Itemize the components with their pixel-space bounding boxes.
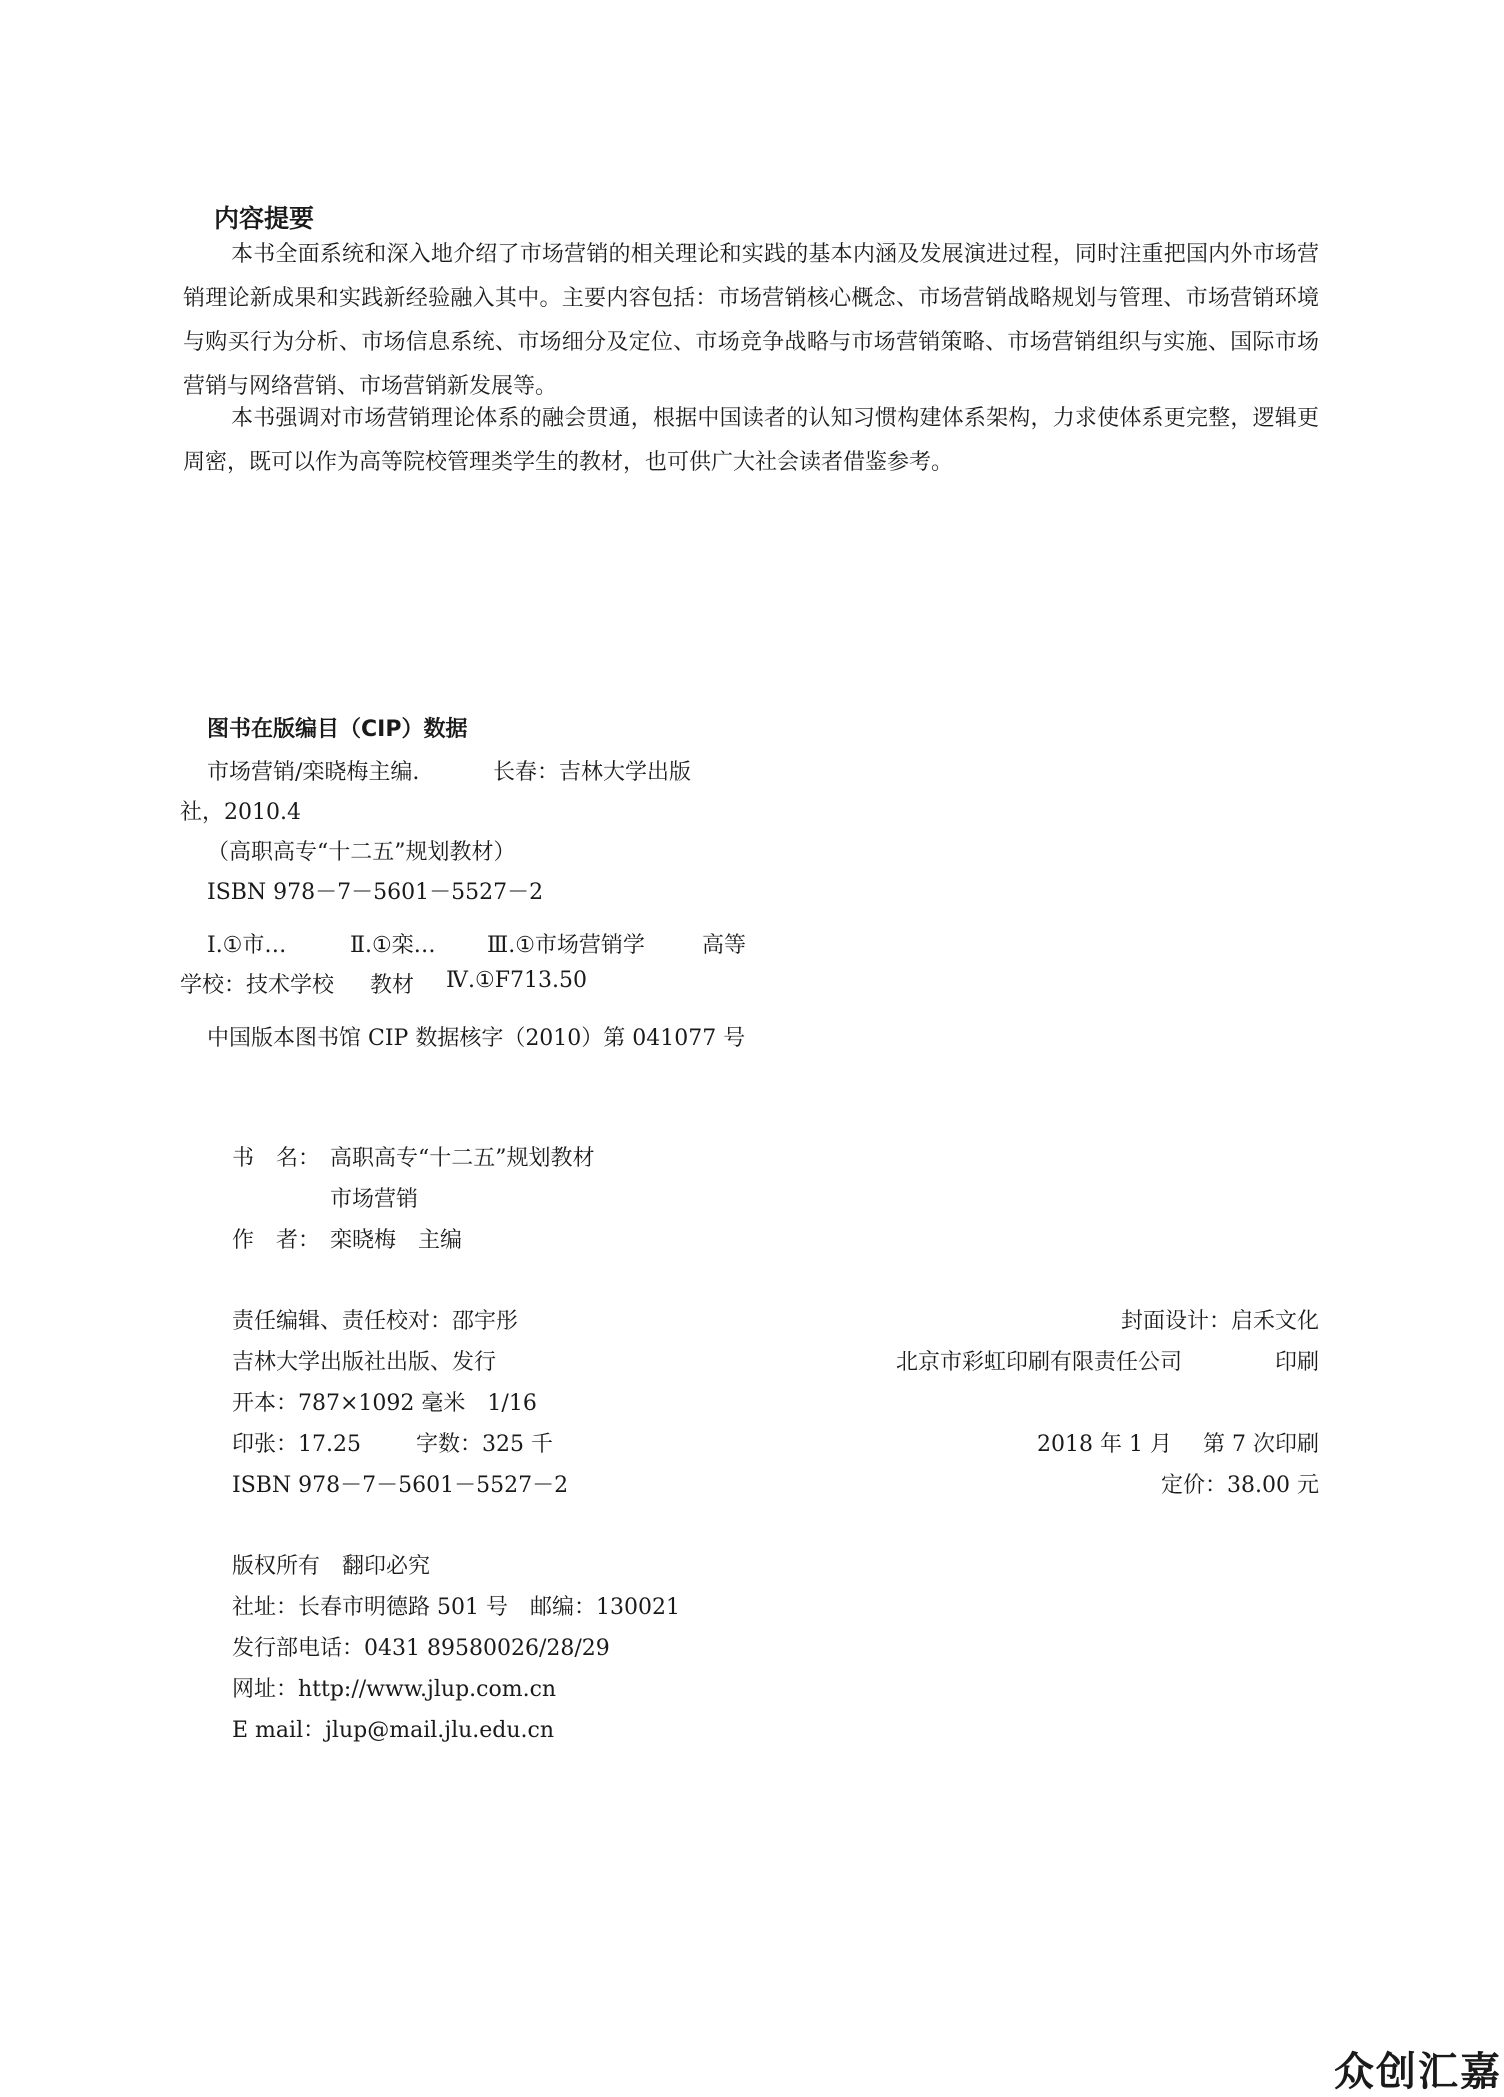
cip-class-2: Ⅱ.①栾… xyxy=(350,933,436,958)
cip-isbn: ISBN 978－7－5601－5527－2 xyxy=(207,880,544,905)
cip-class-5: 学校：技术学校 xyxy=(180,973,335,998)
print-date: 2018 年 1 月 xyxy=(1037,1432,1172,1457)
rights-notice: 版权所有 翻印必究 xyxy=(232,1554,431,1579)
summary-paragraph-2: 本书强调对市场营销理论体系的融会贯通，根据中国读者的认知习惯构建体系架构，力求使体系更完整，逻辑更周密，既可以作为高等院校管理类学生的教材，也可供广大社会读者借鉴参考。 xyxy=(183,406,1319,475)
book-name-label: 书 名： xyxy=(232,1146,321,1171)
cip-line1-title: 市场营销/栾晓梅主编. xyxy=(207,760,420,785)
book-name-value: 高职高专“十二五”规划教材 xyxy=(330,1146,595,1171)
printer-name: 北京市彩虹印刷有限责任公司 xyxy=(896,1350,1183,1375)
cip-title: 图书在版编目（CIP）数据 xyxy=(207,717,468,742)
email-info: E mail：jlup@mail.jlu.edu.cn xyxy=(232,1718,555,1743)
cip-class-7: Ⅳ.①F713.50 xyxy=(446,968,587,993)
publication-isbn: ISBN 978－7－5601－5527－2 xyxy=(232,1473,569,1498)
summary-paragraph-1: 本书全面系统和深入地介绍了市场营销的相关理论和实践的基本内涵及发展演进过程，同时注重把国内外市场营销理论新成果和实践新经验融入其中。主要内容包括：市场营销核心概念、市场营销战略规划与管理、市场营销环境与购买行为分析、市场信息系统、市场细分及定位、市场竞争战略与市场营销策略、市场营销组织与实施、国际市场营销与网络营销、市场营销新发展等。 xyxy=(183,242,1319,399)
sheets-info: 印张：17.25 xyxy=(232,1432,361,1457)
book-author-value: 栾晓梅 主编 xyxy=(330,1228,463,1253)
cip-class-6: 教材 xyxy=(370,973,415,998)
editor-info: 责任编辑、责任校对：邵宇彤 xyxy=(232,1309,519,1334)
price-info: 定价：38.00 元 xyxy=(1161,1473,1319,1498)
book-name-value-2: 市场营销 xyxy=(330,1187,419,1212)
website-info: 网址：http://www.jlup.com.cn xyxy=(232,1677,557,1702)
cip-class-4: 高等 xyxy=(702,933,747,958)
cip-record: 中国版本图书馆 CIP 数据核字（2010）第 041077 号 xyxy=(207,1026,746,1051)
cip-line1-place: 长春：吉林大学出版 xyxy=(493,760,692,785)
summary-title: 内容提要 xyxy=(214,204,315,233)
cover-design: 封面设计：启禾文化 xyxy=(1120,1309,1319,1334)
cip-class-3: Ⅲ.①市场营销学 xyxy=(487,933,645,958)
phone-info: 发行部电话：0431 89580026/28/29 xyxy=(232,1636,610,1661)
book-author-label: 作 者： xyxy=(232,1228,321,1253)
cip-series: （高职高专“十二五”规划教材） xyxy=(207,840,516,865)
cip-class-1: Ⅰ.①市… xyxy=(207,933,287,958)
address-info: 社址：长春市明德路 501 号 邮编：130021 xyxy=(232,1595,680,1620)
publisher-info: 吉林大学出版社出版、发行 xyxy=(232,1350,497,1375)
watermark-logo: 众创汇嘉 xyxy=(1334,2049,1502,2095)
printing-edition: 第 7 次印刷 xyxy=(1203,1432,1319,1457)
cip-line2: 社，2010.4 xyxy=(180,800,301,825)
words-info: 字数：325 千 xyxy=(416,1432,553,1457)
format-info: 开本：787×1092 毫米 1/16 xyxy=(232,1391,537,1416)
printer-word: 印刷 xyxy=(1274,1350,1319,1375)
